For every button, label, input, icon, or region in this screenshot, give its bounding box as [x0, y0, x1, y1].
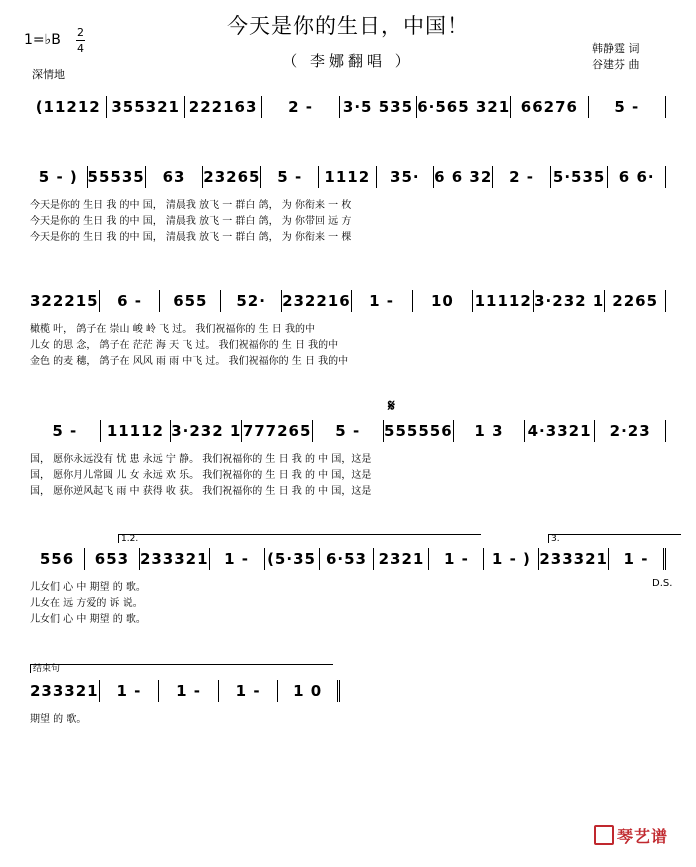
measure: 2321	[374, 548, 429, 570]
measure: 63	[146, 166, 204, 188]
dal-segno-marking: D.S.	[652, 578, 673, 589]
measure: 322215	[30, 292, 99, 310]
measure: 2 -	[262, 96, 339, 118]
meter-bottom: 4	[77, 42, 84, 55]
watermark-text: 琴艺谱	[616, 827, 668, 846]
measure: 5 -	[589, 96, 666, 118]
measure: 5·535	[551, 166, 609, 188]
measure: 555556	[384, 422, 453, 440]
coda-label: 结束句	[33, 664, 61, 674]
measure: 10	[413, 290, 474, 312]
volta-label: 1.2.	[121, 534, 139, 544]
lyric-line: 国， 愿你月儿常圆 儿 女 永远 欢 乐。 我们祝福你的 生 日 我 的 中 国，这是	[30, 470, 372, 481]
measure: 233321	[139, 550, 209, 568]
measure: 655	[160, 290, 221, 312]
song-subtitle: （ 李娜翻唱 ）	[282, 52, 414, 70]
measure: 11112	[101, 420, 172, 442]
measure: 556	[30, 548, 85, 570]
measure: 1 -	[100, 680, 160, 702]
measure: 222163	[185, 96, 262, 118]
lyric-line: 儿女们 心 中 期望 的 歌。	[30, 614, 146, 625]
measure: 1 -	[609, 548, 666, 570]
measure: 232216	[282, 292, 351, 310]
measure: (11212	[30, 96, 107, 118]
measure: 233321	[539, 550, 608, 568]
key-signature: 1=♭B	[24, 32, 61, 48]
measure: 653	[85, 548, 140, 570]
lyric-line: 今天是你的 生日 我 的中 国， 清晨我 放飞 一 群白 鸽， 为 你衔来 一 棵	[30, 232, 352, 243]
measure: 3·232 1	[534, 292, 605, 310]
measure: 6·565 321	[417, 98, 511, 116]
measure: 2265	[605, 290, 666, 312]
measure: 1 -	[219, 680, 279, 702]
lyric-line: 儿女们 心 中 期望 的 歌。	[30, 582, 146, 593]
lyricist-credit: 韩静霆 词	[592, 42, 640, 55]
measure: 6 -	[100, 290, 161, 312]
measure: 1 -	[210, 548, 265, 570]
tempo-marking: 深情地	[32, 68, 65, 81]
composer-credit: 谷建芬 曲	[592, 58, 640, 71]
measure: 5 -	[261, 166, 319, 188]
measure: 355321	[107, 96, 184, 118]
lyric-line: 期望 的 歌。	[30, 714, 87, 725]
measure: 6·53	[320, 548, 375, 570]
measure: 1 -	[352, 290, 413, 312]
measure: 1 3	[454, 420, 525, 442]
volta-label: 3.	[551, 534, 560, 544]
meter-divider	[76, 40, 85, 41]
measure: 4·3321	[525, 420, 596, 442]
lyric-line: 儿女在 远 方爱的 诉 说。	[30, 598, 143, 609]
measure: 5 - )	[30, 166, 88, 188]
measure: 52·	[221, 290, 282, 312]
segno-sign: 𝄋	[388, 396, 395, 415]
measure: 233321	[30, 682, 99, 700]
measure: 1 -	[429, 548, 484, 570]
lyric-line: 今天是你的 生日 我 的中 国， 清晨我 放飞 一 群白 鸽， 为 你带回 远 方	[30, 216, 352, 227]
measure: 3·5 535	[340, 96, 417, 118]
volta-bracket-1-2	[118, 534, 481, 543]
lyric-line: 国， 愿你逆风起飞 雨 中 获得 收 获。 我们祝福你的 生 日 我 的 中 国，这是	[30, 486, 372, 497]
logo-icon	[594, 825, 614, 845]
measure: 35·	[377, 166, 435, 188]
lyric-line: 金色 的麦 穗， 鸽子在 风风 雨 雨 中飞 过。 我们祝福你的 生 日 我的中	[30, 356, 349, 367]
watermark-logo	[594, 824, 668, 847]
measure: 2 -	[493, 166, 551, 188]
measure: 1112	[319, 166, 377, 188]
lyric-line: 国， 愿你永远没有 忧 患 永远 宁 静。 我们祝福你的 生 日 我 的 中 国，这是	[30, 454, 372, 465]
meter-top: 2	[77, 26, 84, 39]
measure: (5·35	[265, 548, 320, 570]
measure: 5 -	[30, 420, 101, 442]
measure: 6 6 32	[434, 168, 493, 186]
measure: 1 - )	[484, 548, 539, 570]
lyric-line: 橄榄 叶， 鸽子在 崇山 峻 岭 飞 过。 我们祝福你的 生 日 我的中	[30, 324, 315, 335]
song-title: 今天是你的生日，中国！	[227, 14, 469, 38]
time-signature	[76, 26, 85, 55]
measure: 2·23	[595, 420, 666, 442]
measure: 11112	[473, 290, 534, 312]
measure: 66276	[511, 96, 588, 118]
measure: 1 0	[278, 680, 340, 702]
measure: 5 -	[313, 420, 384, 442]
lyric-line: 儿女 的思 念， 鸽子在 茫茫 海 天 飞 过。 我们祝福你的 生 日 我的中	[30, 340, 339, 351]
volta-bracket-3	[548, 534, 681, 543]
coda-bracket	[30, 664, 333, 673]
measure: 1 -	[159, 680, 219, 702]
measure: 777265	[242, 422, 312, 440]
measure: 6 6·	[608, 166, 666, 188]
measure: 23265	[203, 168, 261, 186]
measure: 3·232 1	[171, 422, 242, 440]
lyric-line: 今天是你的 生日 我 的中 国， 清晨我 放飞 一 群白 鸽， 为 你衔来 一 枚	[30, 200, 352, 211]
measure: 55535	[87, 168, 145, 186]
